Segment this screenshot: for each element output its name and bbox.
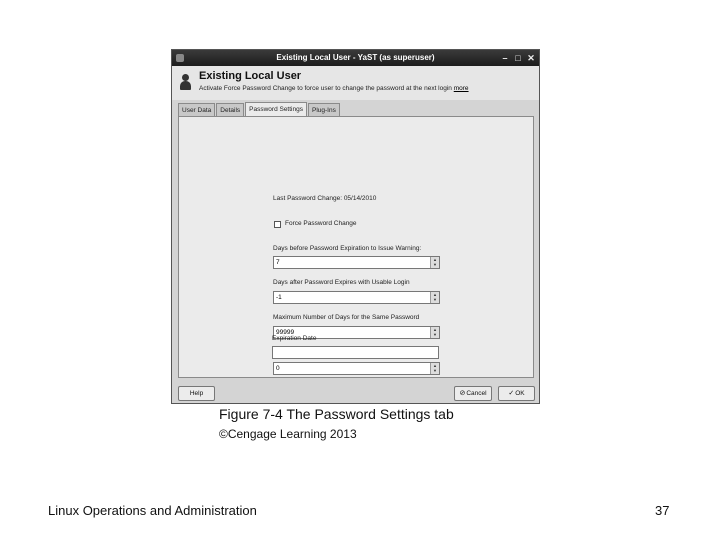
spin-arrows-icon[interactable]: ▲ ▼ <box>430 363 439 374</box>
maximize-icon[interactable]: □ <box>515 53 521 63</box>
more-link[interactable]: more <box>453 85 469 92</box>
figure-caption: Figure 7-4 The Password Settings tab <box>219 406 454 422</box>
figure-credit: ©Cengage Learning 2013 <box>219 427 357 441</box>
tab-plug-ins[interactable]: Plug-Ins <box>308 103 340 117</box>
password-settings-panel <box>178 116 534 378</box>
window-title: Existing Local User - YaST (as superuser) <box>276 53 435 62</box>
dialog-subtitle <box>199 85 469 92</box>
expires-days-spinbox[interactable] <box>273 291 440 304</box>
cancel-icon: ⊘ <box>459 390 466 397</box>
tab-user-data[interactable]: User Data <box>178 103 215 117</box>
dialog-title: Existing Local User <box>199 70 302 82</box>
cancel-button[interactable] <box>454 386 492 401</box>
expires-days-value: -1 <box>276 294 282 301</box>
force-password-change-label: Force Password Change <box>285 220 357 227</box>
minimize-icon[interactable]: – <box>502 53 508 63</box>
min-days-value: 0 <box>276 365 280 372</box>
ok-button-label: OK <box>515 390 525 397</box>
last-password-change: Last Password Change: 05/14/2010 <box>273 195 377 202</box>
user-icon <box>179 74 191 92</box>
min-days-spinbox[interactable] <box>273 362 440 375</box>
window-titlebar <box>172 50 539 66</box>
spin-arrows-icon[interactable]: ▲ ▼ <box>430 327 439 338</box>
tab-password-settings[interactable]: Password Settings <box>245 102 307 117</box>
spin-arrows-icon[interactable]: ▲ ▼ <box>430 292 439 303</box>
dialog-subtitle-text: Activate Force Password Change to force user to change the password at the next login <box>199 85 452 92</box>
warning-days-label: Days before Password Expiration to Issue Warning: <box>273 245 422 252</box>
ok-button[interactable] <box>498 386 535 401</box>
help-button[interactable]: Help <box>178 386 215 401</box>
expiration-date-input[interactable] <box>272 346 439 359</box>
footer-course-title: Linux Operations and Administration <box>48 503 257 518</box>
window-menu-icon[interactable] <box>176 54 184 62</box>
max-days-label: Maximum Number of Days for the Same Password <box>273 314 420 321</box>
force-password-change-checkbox[interactable] <box>274 221 281 228</box>
spin-arrows-icon[interactable]: ▲ ▼ <box>430 257 439 268</box>
tab-bar <box>178 102 341 117</box>
dialog-header <box>172 66 539 100</box>
close-icon[interactable]: ✕ <box>527 53 535 63</box>
max-days-value: 99999 <box>276 329 295 336</box>
warning-days-value: 7 <box>276 259 280 266</box>
ok-icon: ✓ <box>508 390 515 397</box>
expires-days-label: Days after Password Expires with Usable Login <box>273 279 410 286</box>
screenshot-window <box>171 49 540 404</box>
tab-details[interactable]: Details <box>216 103 244 117</box>
cancel-button-label: Cancel <box>466 390 487 397</box>
warning-days-spinbox[interactable] <box>273 256 440 269</box>
expiration-date-label: Expiration Date <box>272 335 317 342</box>
page-number: 37 <box>655 503 670 518</box>
